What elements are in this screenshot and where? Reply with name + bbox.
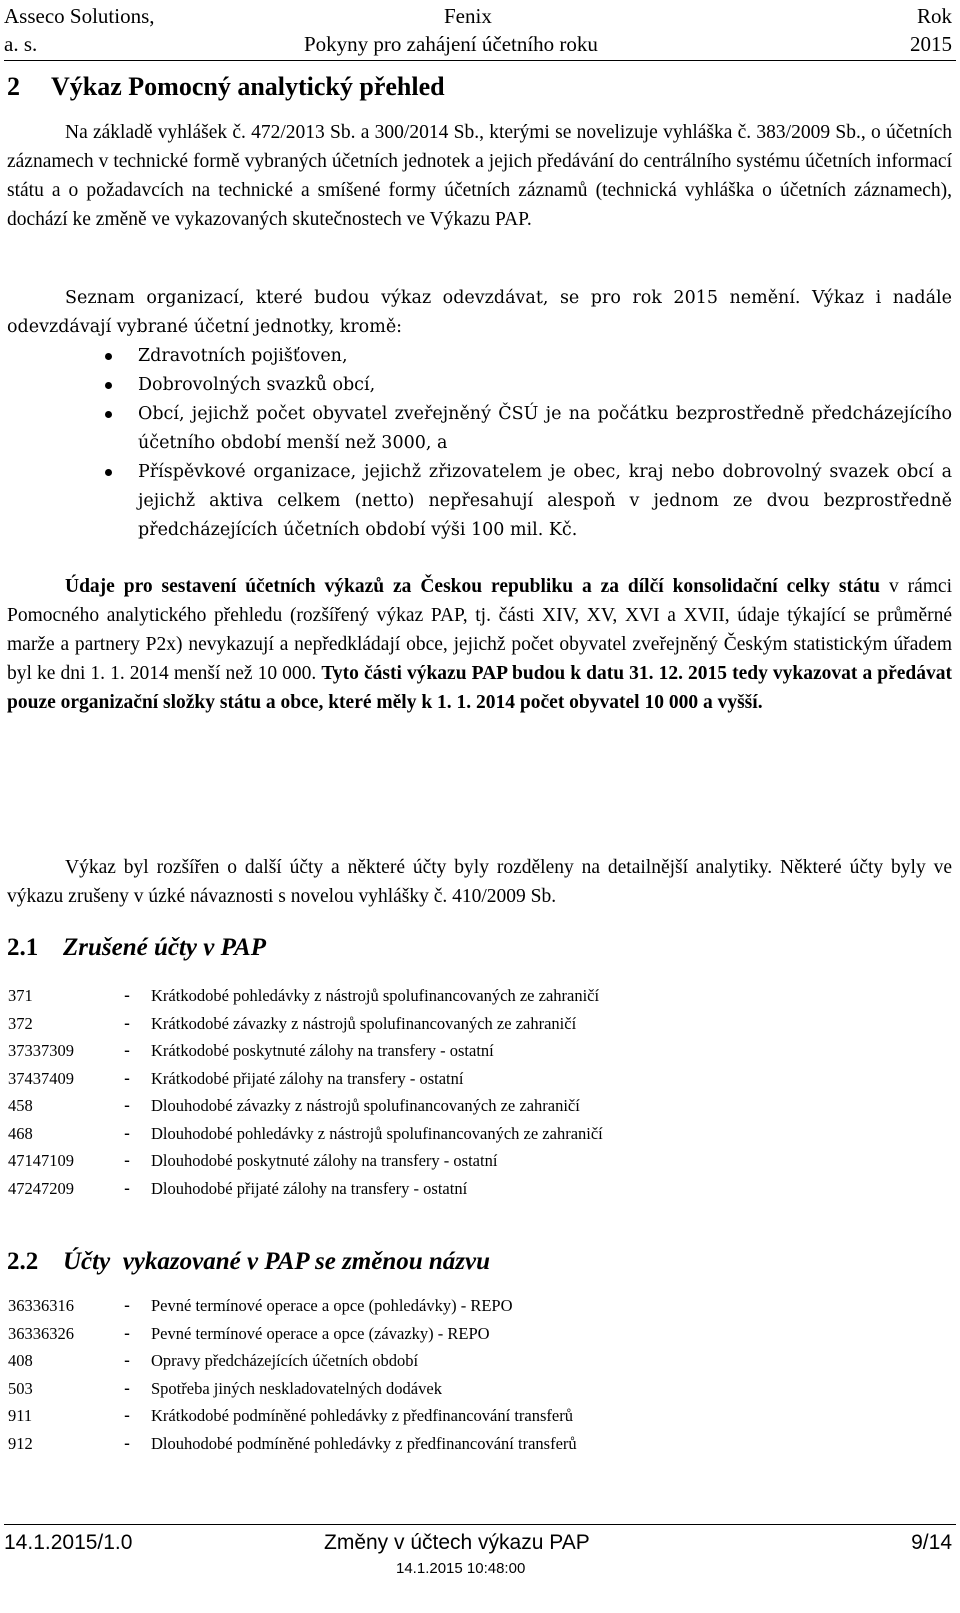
subsection-heading-renamed: [7, 1248, 490, 1276]
account-name: Krátkodobé závazky z nástrojů spolufinancovaných ze zahraničí: [151, 1013, 577, 1033]
section-heading: [7, 72, 445, 102]
account-name: Krátkodobé přijaté zálohy na transfery - ostatní: [151, 1068, 464, 1088]
dash: -: [124, 1350, 130, 1370]
list-item-text: Zdravotních pojišťoven,: [138, 346, 348, 366]
table-row: [8, 1320, 768, 1348]
section-title: Výkaz Pomocný analytický přehled: [51, 72, 445, 101]
dash: -: [124, 1377, 130, 1398]
table-row: [8, 1065, 768, 1093]
table-row: [8, 1402, 768, 1430]
account-name: Dlouhodobé pohledávky z nástrojů spolufinancovaných ze zahraničí: [151, 1123, 603, 1143]
dash: -: [124, 1177, 130, 1198]
account-code: 36336316: [8, 1296, 74, 1315]
account-code: 47247209: [8, 1178, 74, 1198]
section-number: 2: [7, 72, 20, 101]
account-code: 37437409: [8, 1068, 74, 1088]
table-row: [8, 1147, 768, 1175]
paragraph-organizations: [7, 284, 952, 342]
paragraph-consolidation-bold-end: Tyto části výkazu PAP budou k datu 31. 12. 2015 tedy vykazovat a předávat pouze organizační složky státu a obce, které měly k 1. 1. 2014 počet obyvatel 10 000 a vyšší.: [7, 663, 952, 713]
list-item-text: Dobrovolných svazků obcí,: [138, 375, 376, 395]
table-row: [8, 1120, 768, 1148]
bullet-icon: [105, 382, 112, 389]
dash: -: [124, 1295, 130, 1315]
account-name: Krátkodobé podmíněné pohledávky z předfinancování transferů: [151, 1406, 573, 1425]
list-item-text: Obcí, jejichž počet obyvatel zveřejněný ČSÚ je na počátku bezprostředně předcházejícího účetního období menší než 3000, a: [138, 404, 952, 453]
subsection-title: Účty vykazované v PAP se změnou názvu: [63, 1248, 491, 1275]
table-row: [8, 1375, 768, 1403]
header-product-line2: Pokyny pro zahájení účetního roku: [304, 32, 598, 56]
dash: -: [124, 1012, 130, 1033]
header-year-value: 2015: [910, 32, 952, 56]
subsection-title: Zrušené účty v PAP: [63, 934, 266, 961]
table-row: [8, 1175, 768, 1203]
header-product: [304, 2, 704, 58]
dash: -: [124, 1122, 130, 1143]
account-name: Dlouhodobé přijaté zálohy na transfery - ostatní: [151, 1178, 468, 1198]
account-name: Krátkodobé pohledávky z nástrojů spolufinancovaných ze zahraničí: [151, 986, 600, 1005]
table-row: [8, 1347, 768, 1375]
dash: -: [124, 985, 130, 1005]
dash: -: [124, 1040, 130, 1060]
account-code: 503: [8, 1378, 33, 1398]
paragraph-accounts-change: [7, 853, 952, 911]
table-row: [8, 1010, 768, 1038]
paragraph-organizations-text: Seznam organizací, které budou výkaz odevzdávat, se pro rok 2015 nemění. Výkaz i nadále odevzdávají vybrané účetní jednotky, kromě:: [7, 288, 952, 337]
account-name: Pevné termínové operace a opce (závazky) - REPO: [151, 1323, 490, 1343]
table-row: [8, 1037, 768, 1065]
table-row: [8, 1430, 768, 1458]
table-row: [8, 1292, 768, 1320]
header-company-line1: Asseco Solutions,: [4, 4, 155, 28]
bullet-icon: [105, 353, 112, 360]
list-item: [7, 400, 952, 458]
dash: -: [124, 1405, 130, 1425]
bullet-icon: [105, 469, 112, 476]
header-company-line2: a. s.: [4, 32, 38, 56]
paragraph-consolidation-bold-start: Údaje pro sestavení účetních výkazů za Českou republiku a za dílčí konsolidační celky státu: [65, 576, 881, 597]
account-code: 47147109: [8, 1151, 74, 1170]
account-code: 371: [8, 986, 33, 1005]
exceptions-list: [7, 342, 952, 545]
renamed-accounts-table: [8, 1292, 768, 1457]
account-code: 37337309: [8, 1041, 74, 1060]
paragraph-consolidation-normal: v rámci Pomocného analytického přehledu (rozšířený výkaz PAP, tj. části XIV, XV, XVI a XVII, údaje týkající se průměrné marže a partnery P2x) nevykazují a nepředkládají obce, jejichž počet obyvatel zveřejněný Českým statistickým úřadem byl ke dni 1. 1. 2014 menší než 10 000.: [7, 576, 952, 684]
subsection-number: 2.2: [7, 1248, 39, 1275]
account-code: 912: [8, 1433, 33, 1453]
paragraph-intro-text: Na základě vyhlášek č. 472/2013 Sb. a 300/2014 Sb., kterými se novelizuje vyhláška č. 383/2009 Sb., o účetních záznamech v technické formě vybraných účetních jednotek a jejich předávání do centrálního systému účetních informací státu a o požadavcích na technické a smíšené formy účetních záznamů (technická vyhláška o účetních záznamech), dochází ke změně ve vykazovaných skutečnostech ve Výkazu PAP.: [7, 122, 952, 230]
account-code: 408: [8, 1351, 33, 1370]
account-name: Opravy předcházejících účetních období: [151, 1351, 419, 1370]
subsection-number: 2.1: [7, 934, 39, 961]
account-code: 468: [8, 1123, 33, 1143]
dash: -: [124, 1322, 130, 1343]
bullet-icon: [105, 411, 112, 418]
account-name: Spotřeba jiných neskladovatelných dodávek: [151, 1378, 442, 1398]
list-item: [7, 458, 952, 545]
account-name: Dlouhodobé podmíněné pohledávky z předfinancování transferů: [151, 1433, 577, 1453]
paragraph-accounts-change-text: Výkaz byl rozšířen o další účty a některé účty byly rozděleny na detailnější analytiky. Některé účty byly ve výkazu zrušeny v úzké návaznosti s novelou vyhlášky č. 410/2009 Sb.: [7, 857, 952, 907]
removed-accounts-table: [8, 982, 768, 1202]
paragraph-consolidation: [7, 572, 952, 717]
subsection-heading-removed: [7, 934, 266, 962]
dash: -: [124, 1067, 130, 1088]
paragraph-intro: [7, 118, 952, 234]
account-name: Dlouhodobé závazky z nástrojů spolufinancovaných ze zahraničí: [151, 1096, 580, 1115]
footer-page-number: 9/14: [911, 1531, 952, 1554]
dash: -: [124, 1095, 130, 1115]
list-item: [7, 371, 952, 400]
dash: -: [124, 1150, 130, 1170]
account-code: 36336326: [8, 1323, 74, 1343]
list-item: [7, 342, 952, 371]
page-header: [4, 2, 956, 61]
account-name: Dlouhodobé poskytnuté zálohy na transfery - ostatní: [151, 1151, 498, 1170]
header-year-label: Rok: [916, 4, 952, 28]
header-product-line1: Fenix: [444, 4, 492, 28]
account-name: Pevné termínové operace a opce (pohledávky) - REPO: [151, 1296, 513, 1315]
footer-version: 14.1.2015/1.0: [4, 1531, 133, 1554]
footer-title: Změny v účtech výkazu PAP: [324, 1531, 590, 1554]
table-row: [8, 1092, 768, 1120]
account-code: 458: [8, 1096, 33, 1115]
dash: -: [124, 1432, 130, 1453]
list-item-text: Příspěvkové organizace, jejichž zřizovatelem je obec, kraj nebo dobrovolný svazek obcí a jejichž aktiva celkem (netto) nepřesahují alespoň v jednom ze dvou bezprostředně předcházejících účetních období výši 100 mil. Kč.: [138, 462, 952, 540]
account-code: 911: [8, 1406, 33, 1425]
header-company: [4, 2, 155, 58]
account-code: 372: [8, 1013, 33, 1033]
footer-timestamp: 14.1.2015 10:48:00: [396, 1560, 526, 1577]
table-row: [8, 982, 768, 1010]
page-footer: [4, 1524, 956, 1605]
account-name: Krátkodobé poskytnuté zálohy na transfery - ostatní: [151, 1041, 494, 1060]
header-year: [910, 2, 952, 58]
